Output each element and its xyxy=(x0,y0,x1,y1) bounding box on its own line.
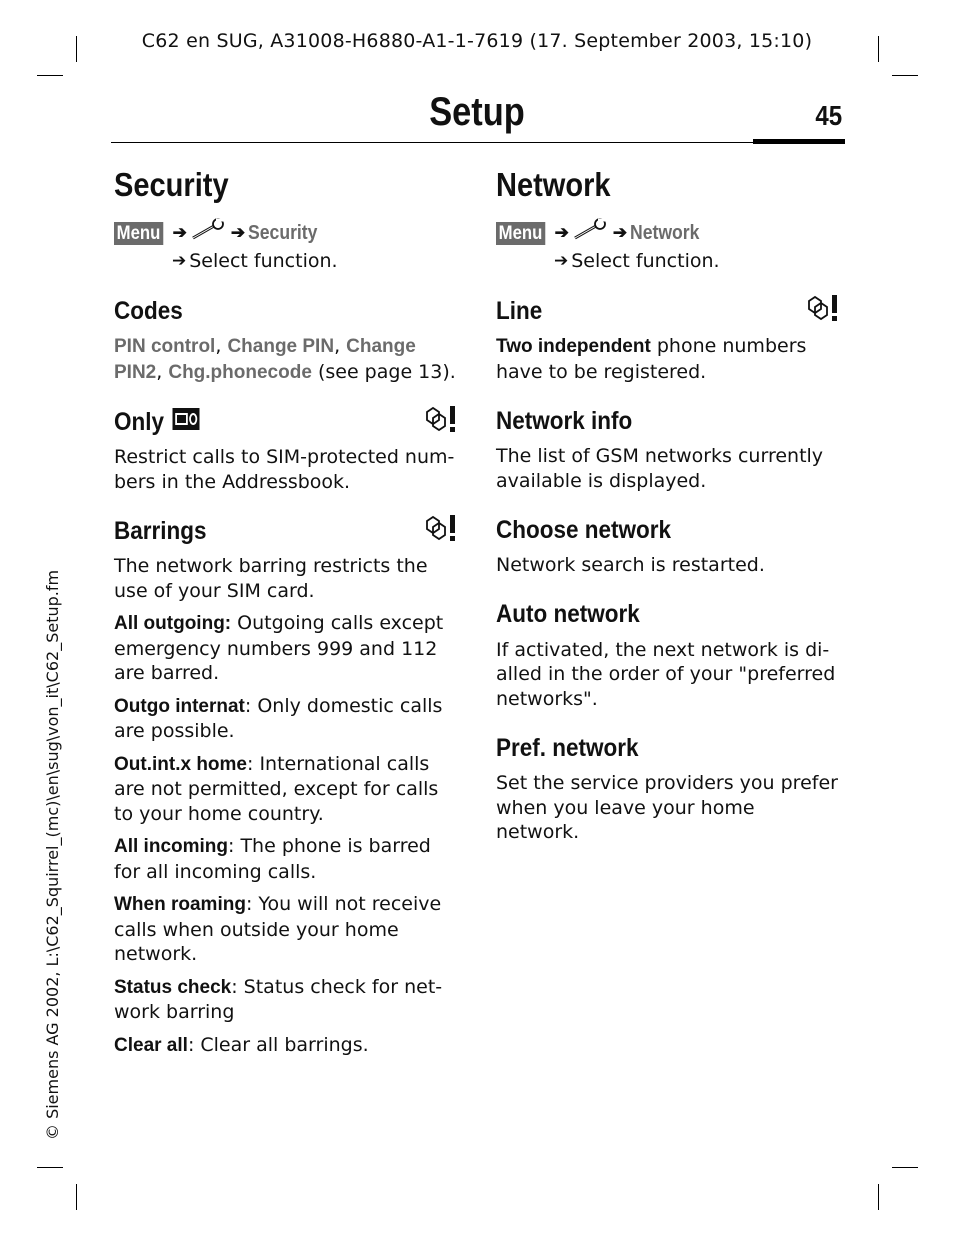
code-pin-control: PIN control xyxy=(114,336,216,357)
security-column xyxy=(114,160,459,1058)
choose-network-text: Network search is restarted. xyxy=(496,554,765,576)
sim-card-icon xyxy=(171,407,200,438)
crop-mark xyxy=(892,75,918,76)
arrow-icon: ➔ xyxy=(554,223,569,242)
barring-entry: Clear all: Clear all barrings. xyxy=(114,1033,369,1056)
path-security: Security xyxy=(248,221,318,244)
barring-entry: When roaming: You will not receive calls when outside your home network. xyxy=(114,893,442,965)
line-text: Two independent phone numbers have to be registered. xyxy=(496,335,807,383)
crop-mark xyxy=(76,1184,77,1210)
only-heading xyxy=(114,407,459,437)
pref-network-heading xyxy=(496,733,841,763)
network-service-icon xyxy=(419,404,459,441)
network-column xyxy=(496,160,841,845)
auto-network-title: Auto network xyxy=(496,600,640,628)
choose-network-title: Choose network xyxy=(496,515,672,544)
network-service-icon xyxy=(801,293,841,330)
codes-heading xyxy=(114,296,459,326)
barrings-intro: The network barring restricts the use of your SIM card. xyxy=(114,555,428,602)
pref-network-title: Pref. network xyxy=(496,733,639,762)
network-info-title: Network info xyxy=(496,406,633,435)
barring-entry: All incoming: The phone is barred for all incoming calls. xyxy=(114,835,431,883)
network-info-text: The list of GSM networks currently available is displayed. xyxy=(496,445,824,492)
code-change-pin2: Change PIN2 xyxy=(114,336,416,383)
codes-tail: (see page 13). xyxy=(311,360,456,383)
security-menu-path xyxy=(114,218,459,248)
codes-title: Codes xyxy=(114,296,183,325)
barring-entry: Status check: Status check for net-work barring xyxy=(114,975,443,1023)
code-chg-phonecode: Chg.phonecode xyxy=(168,361,312,383)
document-info: C62 en SUG, A31008-H6880-A1-1-7619 (17. September 2003, 15:10) xyxy=(141,30,813,52)
only-title: Only xyxy=(114,407,165,436)
security-title: Security xyxy=(114,166,229,203)
arrow-icon: ➔ xyxy=(172,223,187,242)
codes-text: PIN control, Change PIN, Change PIN2, Chg.phonecode (see page 13). xyxy=(114,335,456,383)
crop-mark xyxy=(37,75,63,76)
choose-network-heading xyxy=(496,515,841,545)
arrow-icon: ➔ xyxy=(230,223,246,242)
auto-network-text: If activated, the next network is di-alled in the order of your "preferred networks". xyxy=(496,638,836,710)
arrow-icon: ➔ xyxy=(172,251,187,271)
select-function-line xyxy=(496,248,841,274)
wrench-icon xyxy=(572,218,610,248)
page-number-bar xyxy=(753,139,845,144)
arrow-icon: ➔ xyxy=(612,223,628,242)
select-function-text: Select function. xyxy=(571,250,720,272)
barrings-heading xyxy=(114,516,459,546)
barring-entry: Out.int.x home: International calls are not permitted, except for calls to your home country. xyxy=(114,752,439,825)
network-info-heading xyxy=(496,406,841,436)
line-title: Line xyxy=(496,296,543,325)
network-menu-path xyxy=(496,218,841,248)
crop-mark xyxy=(892,1167,918,1168)
path-network: Network xyxy=(630,221,700,244)
wrench-icon xyxy=(190,218,228,248)
network-service-icon xyxy=(419,513,459,550)
barring-entry: All outgoing: Outgoing calls except emergency numbers 999 and 112 are barred. xyxy=(114,612,444,684)
line-heading xyxy=(496,296,841,326)
auto-network-heading xyxy=(496,600,841,630)
select-function-line xyxy=(114,248,459,274)
select-function-text: Select function. xyxy=(189,250,338,272)
code-change-pin: Change PIN xyxy=(227,336,335,357)
barrings-title: Barrings xyxy=(114,516,207,545)
header-rule xyxy=(111,142,845,143)
page-title: Setup xyxy=(429,90,525,134)
pref-network-text: Set the service providers you prefer when you leave your home network. xyxy=(496,772,838,843)
barring-entry: Outgo internat: Only domestic calls are possible. xyxy=(114,694,443,742)
page-number: 45 xyxy=(815,100,842,131)
menu-key: Menu xyxy=(114,222,163,245)
copyright-note: © Siemens AG 2002, L:\C62_Squirrel_(mc)\en\sug\von_it\C62_Setup.fm xyxy=(43,569,62,1140)
network-title: Network xyxy=(496,166,611,203)
crop-mark xyxy=(37,1167,63,1168)
only-text: Restrict calls to SIM-protected num-bers in the Addressbook. xyxy=(114,446,455,493)
menu-key: Menu xyxy=(496,222,545,245)
arrow-icon: ➔ xyxy=(554,251,569,271)
crop-mark xyxy=(878,1184,879,1210)
